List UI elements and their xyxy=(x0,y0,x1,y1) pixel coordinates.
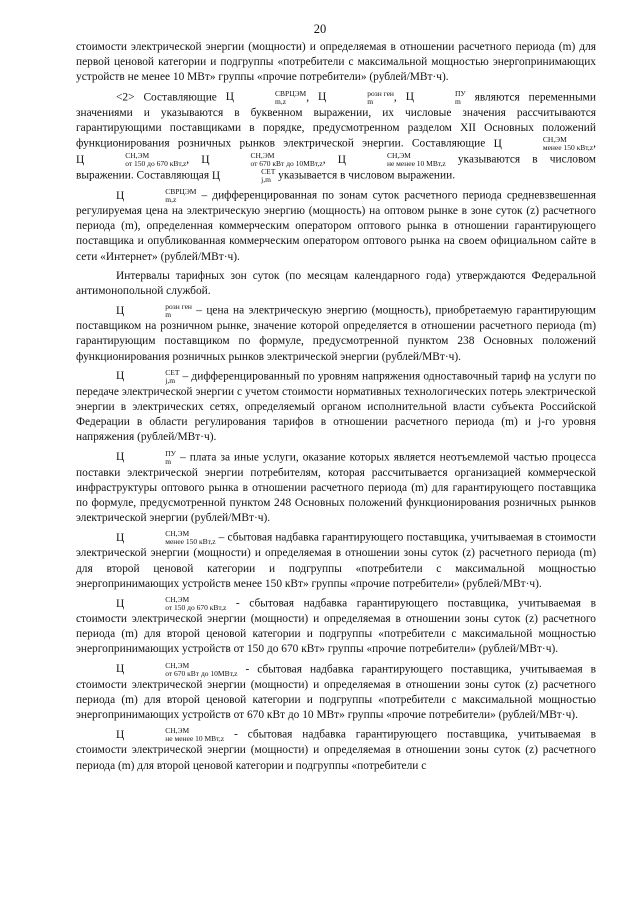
paragraph: Ц СН,ЭМ не менее 10 МВт,z - сбытовая надбавка гарантирующего поставщика, учитываемая в стоимости электрической энергии (мощности) и определяемая в отношении зоны суток (z) расчетного периода (m) для второй ценовой категории и подгруппы «потребители с xyxy=(76,726,596,772)
paragraph: <2> Составляющие Ц СВРЦЭМ m,z , Ц розн ген m , Ц ПУ m являются переменными значениями и указываются в буквенном выражении, их числовые значения рассчитываются гарантирующими поставщиками в порядке, предусмотренном разделом XII Основных положений функционирования розничных рынков электрической энергии. Составляющие Ц СН,ЭМ менее 150 кВт,z , Ц СН,ЭМ от 150 до 670 кВт,z , Ц СН,ЭМ от 670 кВт до 10МВт,z , Ц СН,ЭМ не менее 10 МВт,z указываются в числовом выражении. Составляющая Ц СЕТ j,m указывается в числовом выражении. xyxy=(76,88,596,185)
formula-symbol: Ц СН,ЭМ от 150 до 670 кВт,z xyxy=(116,595,227,613)
document-body xyxy=(76,40,596,774)
formula-symbol: Ц СН,ЭМ менее 150 кВт,z xyxy=(116,529,216,547)
formula-symbol: Ц СН,ЭМ не менее 10 МВт,z xyxy=(337,151,446,169)
formula-symbol: Ц СЕТ j,m xyxy=(211,167,276,185)
formula-symbol: Ц розн ген m xyxy=(318,88,394,106)
page-number: 20 xyxy=(313,22,327,36)
formula-symbol: Ц СН,ЭМ не менее 10 МВт,z xyxy=(116,726,225,744)
formula-symbol: Ц СН,ЭМ от 670 кВт до 10МВт,z xyxy=(201,151,323,169)
paragraph: Интервалы тарифных зон суток (по месяцам календарного года) утверждаются Федеральной антимонопольной службой. xyxy=(76,269,596,298)
formula-symbol: Ц СВРЦЭМ m,z xyxy=(116,187,197,205)
formula-symbol: Ц ПУ m xyxy=(405,88,466,106)
paragraph: Ц СН,ЭМ от 150 до 670 кВт,z - сбытовая надбавка гарантирующего поставщика, учитываемая в стоимости электрической энергии (мощности) и определяемая в отношении зоны суток (z) расчетного периода (m) для второй ценовой категории и подгруппы «потребители с максимальной мощностью энергопринимающих устройств от 150 до 670 кВт» группы «прочие потребители» (рублей/МВт·ч). xyxy=(76,595,596,656)
paragraph: Ц СЕТ j,m – дифференцированный по уровням напряжения одноставочный тариф на услуги по передаче электрической энергии с учетом стоимости нормативных технологических потерь электрической энергии в электрических сетях, определяемый органом исполнительной власти субъекта Российской Федерации в области регулирования тарифов в отношении расчетного периода (m) и j-го уровня напряжения (рублей/МВт·ч). xyxy=(76,367,596,444)
paragraph: Ц СН,ЭМ менее 150 кВт,z – сбытовая надбавка гарантирующего поставщика, учитываемая в стоимости электрической энергии (мощности) и определяемая в отношении зоны суток (z) расчетного периода (m) для второй ценовой категории и подгруппы «потребители с максимальной мощностью энергопринимающих устройств менее 150 кВт» группы «прочие потребители» (рублей/МВт·ч). xyxy=(76,529,596,590)
formula-symbol: Ц СН,ЭМ от 150 до 670 кВт,z xyxy=(76,151,187,169)
paragraph: Ц розн ген m – цена на электрическую энергию (мощность), приобретаемую гарантирующим поставщиком на розничном рынке, значение которой определяется в отношении расчетного периода (m) гарантирующим поставщиком по формуле, предусмотренной пунктом 238 Основных положений функционирования розничных рынков электрической энергии (рублей/МВт·ч). xyxy=(76,302,596,363)
paragraph: стоимости электрической энергии (мощности) и определяемая в отношении расчетного периода (m) для первой ценовой категории и подгруппы «потребители с максимальной мощностью энергопринимающих устройств не менее 10 МВт» группы «прочие потребители» (рублей/МВт·ч). xyxy=(76,41,596,84)
formula-symbol: Ц СН,ЭМ менее 150 кВт,z xyxy=(493,135,594,153)
formula-symbol: Ц СН,ЭМ от 670 кВт до 10МВт,z xyxy=(116,660,238,678)
formula-symbol: Ц СВРЦЭМ m,z xyxy=(225,88,307,106)
paragraph: Ц ПУ m – плата за иные услуги, оказание которых является неотъемлемой частью процесса поставки электрической энергии потребителям, которая рассчитывается организацией коммерческой инфраструктуры оптового рынка в отношении расчетного периода (m) для гарантирующего поставщика по формуле, предусмотренной пунктом 248 Основных положений функционирования розничных рынков электрической энергии (рублей/МВт·ч). xyxy=(76,448,596,525)
formula-symbol: Ц СЕТ j,m xyxy=(116,367,180,385)
formula-symbol: Ц ПУ m xyxy=(116,448,176,466)
paragraph: Ц СВРЦЭМ m,z – дифференцированная по зонам суток расчетного периода средневзвешенная регулируемая цена на электрическую энергию (мощность) на оптовом рынке в зоне суток (z) расчетного периода (m), определенная коммерческим оператором оптового рынка в отношении гарантирующего поставщика и опубликованная коммерческим оператором оптового рынка на своем официальном сайте в сети «Интернет» (рублей/МВт·ч). xyxy=(76,187,596,263)
paragraph: Ц СН,ЭМ от 670 кВт до 10МВт,z - сбытовая надбавка гарантирующего поставщика, учитываемая в стоимости электрической энергии (мощности) и определяемая в отношении зоны суток (z) расчетного периода (m) для второй ценовой категории и подгруппы «потребители с максимальной мощностью энергопринимающих устройств от 670 кВт до 10 МВт» группы «прочие потребители» (рублей/МВт·ч). xyxy=(76,660,596,722)
formula-symbol: Ц розн ген m xyxy=(116,302,192,320)
